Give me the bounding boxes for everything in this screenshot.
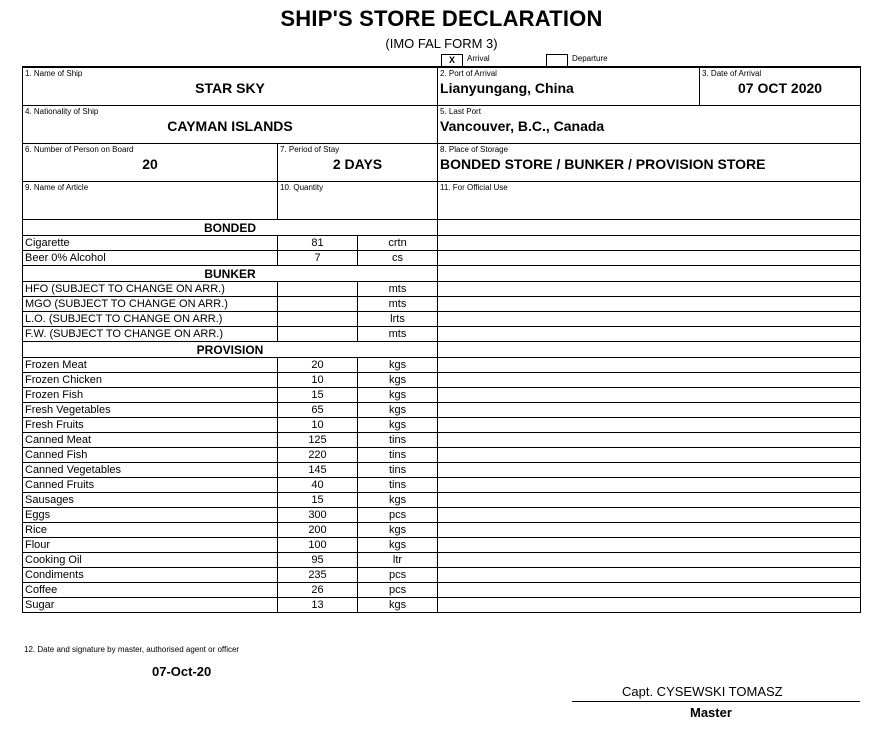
place-of-storage-label: 8. Place of Storage bbox=[440, 145, 509, 154]
article-quantity: 220 bbox=[278, 448, 358, 463]
article-unit: tins bbox=[358, 433, 438, 448]
article-unit: tins bbox=[358, 478, 438, 493]
article-quantity: 95 bbox=[278, 553, 358, 568]
article-name: Sugar bbox=[23, 598, 278, 613]
persons-on-board-label: 6. Number of Person on Board bbox=[25, 145, 134, 154]
official-use-cell bbox=[438, 508, 861, 523]
article-unit: kgs bbox=[358, 358, 438, 373]
persons-on-board-cell bbox=[23, 144, 278, 182]
article-name: Coffee bbox=[23, 583, 278, 598]
table-row bbox=[23, 538, 861, 553]
official-use-cell bbox=[438, 266, 861, 282]
article-quantity: 81 bbox=[278, 236, 358, 251]
article-name: Condiments bbox=[23, 568, 278, 583]
article-name: F.W. (SUBJECT TO CHANGE ON ARR.) bbox=[23, 327, 278, 342]
article-unit: crtn bbox=[358, 236, 438, 251]
official-use-cell bbox=[438, 373, 861, 388]
article-name: MGO (SUBJECT TO CHANGE ON ARR.) bbox=[23, 297, 278, 312]
article-quantity bbox=[278, 297, 358, 312]
table-row bbox=[23, 388, 861, 403]
master-name: Capt. CYSEWSKI TOMASZ bbox=[622, 684, 783, 699]
official-use-cell bbox=[438, 553, 861, 568]
period-of-stay-cell bbox=[278, 144, 438, 182]
article-quantity: 300 bbox=[278, 508, 358, 523]
official-use-cell bbox=[438, 568, 861, 583]
official-use-cell bbox=[438, 598, 861, 613]
article-name: Cooking Oil bbox=[23, 553, 278, 568]
signature-date: 07-Oct-20 bbox=[152, 664, 212, 679]
name-of-ship-value: STAR SKY bbox=[195, 80, 265, 96]
article-unit: kgs bbox=[358, 373, 438, 388]
article-name: Eggs bbox=[23, 508, 278, 523]
last-port-cell bbox=[438, 106, 861, 144]
table-row bbox=[23, 433, 861, 448]
name-of-article-label: 9. Name of Article bbox=[25, 183, 89, 192]
page-title: SHIP'S STORE DECLARATION bbox=[280, 6, 603, 31]
official-use-cell bbox=[438, 342, 861, 358]
article-unit: pcs bbox=[358, 568, 438, 583]
article-quantity: 100 bbox=[278, 538, 358, 553]
article-quantity bbox=[278, 282, 358, 297]
article-quantity: 40 bbox=[278, 478, 358, 493]
official-use-cell bbox=[438, 282, 861, 297]
port-of-arrival-value: Lianyungang, China bbox=[440, 80, 574, 96]
article-unit: kgs bbox=[358, 418, 438, 433]
official-use-cell bbox=[438, 312, 861, 327]
article-unit: kgs bbox=[358, 538, 438, 553]
article-unit: mts bbox=[358, 282, 438, 297]
article-name: Cigarette bbox=[23, 236, 278, 251]
official-use-header bbox=[438, 182, 861, 220]
table-row bbox=[23, 403, 861, 418]
nationality-label: 4. Nationality of Ship bbox=[25, 107, 99, 116]
official-use-cell bbox=[438, 433, 861, 448]
article-quantity: 10 bbox=[278, 418, 358, 433]
official-use-cell bbox=[438, 403, 861, 418]
name-of-article-header bbox=[23, 182, 278, 220]
article-unit: kgs bbox=[358, 493, 438, 508]
article-quantity: 7 bbox=[278, 251, 358, 266]
section-title: BUNKER bbox=[23, 266, 438, 282]
departure-label: Departure bbox=[572, 54, 608, 63]
article-unit: mts bbox=[358, 327, 438, 342]
date-of-arrival-value: 07 OCT 2020 bbox=[738, 80, 823, 96]
article-quantity: 13 bbox=[278, 598, 358, 613]
table-row bbox=[23, 478, 861, 493]
table-row bbox=[23, 508, 861, 523]
article-unit: mts bbox=[358, 297, 438, 312]
official-use-cell bbox=[438, 358, 861, 373]
official-use-cell bbox=[438, 478, 861, 493]
section-title: PROVISION bbox=[23, 342, 438, 358]
section-title: BONDED bbox=[23, 220, 438, 236]
table-row bbox=[23, 297, 861, 312]
official-use-cell bbox=[438, 251, 861, 266]
section-header-row bbox=[23, 266, 861, 282]
table-row bbox=[23, 493, 861, 508]
table-row bbox=[23, 251, 861, 266]
official-use-cell bbox=[438, 448, 861, 463]
quantity-header bbox=[278, 182, 438, 220]
article-name: Rice bbox=[23, 523, 278, 538]
date-of-arrival-cell bbox=[700, 67, 861, 106]
port-of-arrival-label: 2. Port of Arrival bbox=[440, 69, 497, 78]
article-quantity: 20 bbox=[278, 358, 358, 373]
article-quantity: 200 bbox=[278, 523, 358, 538]
official-use-cell bbox=[438, 463, 861, 478]
official-use-cell bbox=[438, 297, 861, 312]
table-row bbox=[23, 282, 861, 297]
article-unit: kgs bbox=[358, 388, 438, 403]
master-title: Master bbox=[690, 705, 732, 720]
official-use-cell bbox=[438, 538, 861, 553]
article-unit: pcs bbox=[358, 583, 438, 598]
table-row bbox=[23, 523, 861, 538]
article-quantity: 10 bbox=[278, 373, 358, 388]
article-name: Frozen Chicken bbox=[23, 373, 278, 388]
article-name: Fresh Fruits bbox=[23, 418, 278, 433]
article-name: L.O. (SUBJECT TO CHANGE ON ARR.) bbox=[23, 312, 278, 327]
place-of-storage-value: BONDED STORE / BUNKER / PROVISION STORE bbox=[440, 156, 766, 172]
table-row bbox=[23, 418, 861, 433]
article-unit: tins bbox=[358, 448, 438, 463]
persons-on-board-value: 20 bbox=[142, 156, 158, 172]
official-use-label: 11. For Official Use bbox=[440, 183, 508, 192]
official-use-cell bbox=[438, 583, 861, 598]
table-row bbox=[23, 327, 861, 342]
official-use-cell bbox=[438, 236, 861, 251]
table-row bbox=[23, 373, 861, 388]
article-quantity: 65 bbox=[278, 403, 358, 418]
period-of-stay-value: 2 DAYS bbox=[332, 156, 383, 172]
table-row bbox=[23, 598, 861, 613]
article-quantity bbox=[278, 327, 358, 342]
port-of-arrival-cell bbox=[438, 67, 700, 106]
signature-line bbox=[572, 701, 860, 702]
arrival-checkbox[interactable]: X bbox=[441, 54, 463, 67]
article-name: HFO (SUBJECT TO CHANGE ON ARR.) bbox=[23, 282, 278, 297]
table-row bbox=[23, 358, 861, 373]
article-name: Fresh Vegetables bbox=[23, 403, 278, 418]
official-use-cell bbox=[438, 220, 861, 236]
article-name: Canned Fish bbox=[23, 448, 278, 463]
period-of-stay-label: 7. Period of Stay bbox=[280, 145, 340, 154]
name-of-ship-label: 1. Name of Ship bbox=[25, 69, 83, 78]
declaration-table bbox=[22, 66, 861, 613]
table-row bbox=[23, 568, 861, 583]
article-quantity bbox=[278, 312, 358, 327]
article-unit: cs bbox=[358, 251, 438, 266]
signature-label: 12. Date and signature by master, authorised agent or officer bbox=[24, 645, 240, 654]
article-name: Canned Meat bbox=[23, 433, 278, 448]
section-header-row bbox=[23, 342, 861, 358]
article-quantity: 145 bbox=[278, 463, 358, 478]
article-unit: lrts bbox=[358, 312, 438, 327]
table-row bbox=[23, 463, 861, 478]
official-use-cell bbox=[438, 418, 861, 433]
section-header-row bbox=[23, 220, 861, 236]
form-subtitle: (IMO FAL FORM 3) bbox=[385, 36, 498, 51]
article-unit: tins bbox=[358, 463, 438, 478]
name-of-ship-cell bbox=[23, 67, 438, 106]
article-quantity: 125 bbox=[278, 433, 358, 448]
article-quantity: 15 bbox=[278, 493, 358, 508]
article-quantity: 26 bbox=[278, 583, 358, 598]
last-port-label: 5. Last Port bbox=[440, 107, 481, 116]
article-name: Canned Vegetables bbox=[23, 463, 278, 478]
article-name: Frozen Fish bbox=[23, 388, 278, 403]
arrival-label: Arrival bbox=[467, 54, 490, 63]
last-port-value: Vancouver, B.C., Canada bbox=[440, 118, 605, 134]
article-unit: pcs bbox=[358, 508, 438, 523]
article-unit: kgs bbox=[358, 403, 438, 418]
quantity-label: 10. Quantity bbox=[280, 183, 324, 192]
official-use-cell bbox=[438, 493, 861, 508]
article-name: Frozen Meat bbox=[23, 358, 278, 373]
table-row bbox=[23, 583, 861, 598]
official-use-cell bbox=[438, 388, 861, 403]
article-name: Sausages bbox=[23, 493, 278, 508]
official-use-cell bbox=[438, 327, 861, 342]
table-row bbox=[23, 553, 861, 568]
article-unit: kgs bbox=[358, 598, 438, 613]
article-quantity: 235 bbox=[278, 568, 358, 583]
table-row bbox=[23, 448, 861, 463]
nationality-value: CAYMAN ISLANDS bbox=[167, 118, 293, 134]
article-unit: kgs bbox=[358, 523, 438, 538]
article-name: Flour bbox=[23, 538, 278, 553]
article-name: Canned Fruits bbox=[23, 478, 278, 493]
official-use-cell bbox=[438, 523, 861, 538]
nationality-cell bbox=[23, 106, 438, 144]
date-of-arrival-label: 3. Date of Arrival bbox=[702, 69, 762, 78]
place-of-storage-cell bbox=[438, 144, 861, 182]
article-quantity: 15 bbox=[278, 388, 358, 403]
table-row bbox=[23, 236, 861, 251]
article-name: Beer 0% Alcohol bbox=[23, 251, 278, 266]
table-row bbox=[23, 312, 861, 327]
article-unit: ltr bbox=[358, 553, 438, 568]
